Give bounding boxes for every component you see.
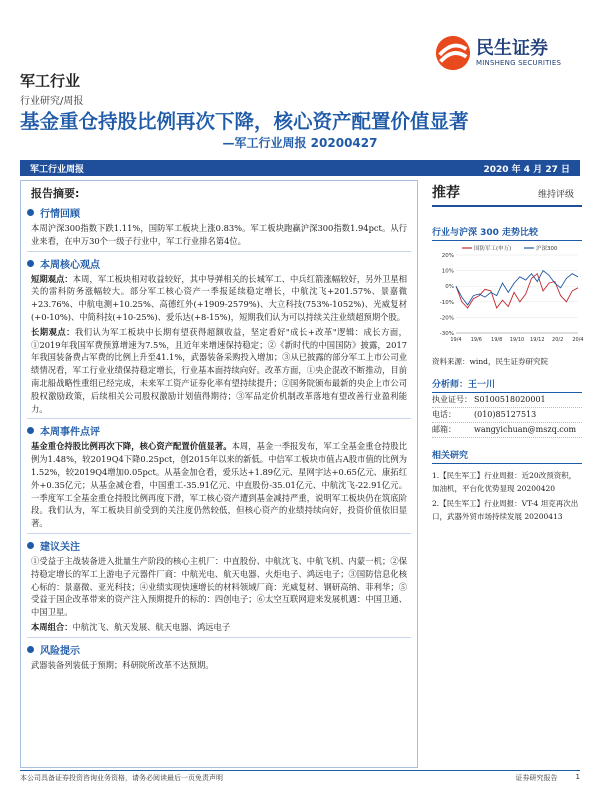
section-divider: [27, 251, 411, 252]
page-footer: [20, 770, 580, 783]
section-paragraph: [31, 555, 407, 619]
section-heading: [27, 423, 411, 438]
paragraph-text: 我们认为军工板块中长期有望获得超额收益，坚定看好"成长+改革"逻辑：成长方面，①2019年我国军费预算增速为7.5%，且近年来增速保持稳定；②《新时代的中国国防》披露，2017年我国装备费占军费的比例上升至41.1%，武器装备采购投入增加；③从已披露的部分军工上市公司业绩情况看，军工行业业绩保持稳定增长，行业基本面持续向好。改革方面，①央企混改不断推动，目前南北船战略性重组已经完成，未来军工资产证券化率有望持续提升；②国务院颁布最新的央企上市公司股权激励政策，后续相关公司股权激励计划值得期待；③军品定价机制改革落地有望改善行业盈利能力。: [31, 326, 407, 414]
report-type: 行业研究/周报: [20, 96, 84, 107]
chart-heading: 行业与沪深 300 走势比较: [432, 207, 582, 241]
legend-label: 沪深300: [536, 246, 558, 252]
paragraph-lead: 基金重仓持股比例再次下降，核心资产配置价值显著。: [31, 441, 232, 452]
paragraph-lead: 短期观点：: [31, 273, 73, 284]
related-research-item[interactable]: 2.【民生军工】行业周报：VT-4 坦克再次出口，武器外贸市场持续发展 20200413: [432, 499, 579, 521]
industry-label: 军工行业: [20, 72, 81, 90]
analyst-row-label: 执业证号：: [432, 395, 472, 404]
x-tick-label: 19/4: [450, 337, 462, 343]
report-banner: [20, 160, 580, 176]
paragraph-lead: 本周组合：: [31, 621, 73, 632]
analyst-info: [432, 393, 582, 438]
x-tick-label: 19/12: [530, 337, 545, 343]
banner-label: 军工行业周报: [30, 164, 85, 175]
related-research-list: [432, 470, 582, 523]
section-heading: [27, 205, 411, 220]
analyst-row-value: S0100518020001: [474, 395, 546, 404]
paragraph-text: 本周沪深300指数下跌1.11%，国防军工板块上涨0.83%。军工板块跑赢沪深300指数1.94pct。从行业来看，在申万30个一级子行业中，军工行业排名第4位。: [31, 223, 407, 246]
analyst-row: [432, 408, 582, 423]
section-heading-text: 本周核心观点: [40, 259, 100, 271]
section-divider: [27, 637, 411, 638]
y-tick-label: 20%: [441, 253, 454, 259]
abstract-sections: [27, 205, 411, 672]
bullet-icon: [27, 260, 34, 267]
company-logo: [434, 34, 561, 72]
section-heading: [27, 642, 411, 657]
series-line: [456, 274, 578, 308]
abstract-title: 报告摘要:: [31, 187, 80, 200]
y-tick-label: 0%: [445, 284, 454, 291]
y-tick-label: -30%: [439, 331, 454, 337]
paragraph-text: ①受益于主战装备进入批量生产阶段的核心主机厂：中直股份、中航沈飞、中航飞机、内蒙一机；②保持稳定增长的军工上游电子元器件厂商：中航光电、航天电器、火炬电子、鸿远电子；③国防信息化核心标的：景嘉微、亚光科技；④业绩实现快速增长的材料领域厂商：光威复材、钢研高纳、菲利华；⑤受益于国企改革带来的资产注入预期提升的标的：四创电子；⑥太空互联网迎来发展机遇：中国卫通、中国卫星。: [31, 555, 407, 618]
section-paragraph: [31, 222, 407, 248]
analyst-row: [432, 423, 582, 438]
series-line: [456, 271, 578, 305]
y-tick-label: 10%: [441, 268, 454, 275]
x-tick-label: 19/6: [470, 337, 482, 343]
bullet-icon: [27, 209, 34, 216]
report-date: 2020 年 4 月 27 日: [483, 164, 570, 175]
legend-label: 国防军工(申万): [474, 246, 512, 252]
section-paragraph: [31, 440, 407, 530]
section-paragraph: [31, 273, 407, 324]
page-title: 基金重仓持股比例再次下降，核心资产配置价值显著: [20, 110, 469, 133]
analyst-row: [432, 393, 582, 408]
paragraph-lead: 长期观点：: [31, 326, 75, 337]
section-heading: [27, 256, 411, 271]
bullet-icon: [27, 542, 34, 549]
x-tick-label: 20/2: [552, 337, 564, 343]
section-divider: [27, 533, 411, 534]
recommendation: 推荐: [432, 185, 460, 201]
footer-disclaimer: 本公司具备证券投资咨询业务资格，请务必阅读最后一页免责声明: [20, 774, 223, 782]
minsheng-logo-icon: [434, 34, 472, 72]
x-tick-label: 20/4: [572, 337, 584, 343]
logo-name-en: MINSHENG SECURITIES: [476, 59, 562, 67]
section-paragraph: [31, 326, 407, 416]
analyst-row-value: (010)85127513: [474, 410, 537, 419]
analyst-heading: 分析师：王一川: [432, 367, 582, 393]
paragraph-text: 本周，基金一季报发布，军工全基金重仓持股比例为1.48%，较2019Q4下降0.25pct，创2015年以来的新低。中信军工板块市值占A股市值的比例为1.52%，较2019Q4增加0.05pct。从基金加仓看，爱乐达+1.89亿元、星网宇达+0.65亿元、康拓红外+0.35亿元；从基金减仓看，中国重工-35.91亿元、中直股份-35.01亿元、中航沈飞-22.91亿元。一季度军工全基金重仓持股比例再度下滑，军工核心资产遭到基金减持严重，说明军工板块仍在筑底阶段。我们认为，军工板块目前受到的关注度仍然较低，但核心资产的业绩持续向好，投资价值依旧显著。: [31, 441, 407, 529]
analyst-row-label: 电话：: [432, 410, 456, 419]
bullet-icon: [27, 427, 34, 434]
sidebar: [432, 182, 582, 526]
section-heading-text: 行情回顾: [40, 209, 80, 220]
paragraph-text: 武器装备列装低于预期；科研院所改革不达预期。: [31, 659, 214, 670]
section-heading-text: 风险提示: [40, 645, 80, 657]
section-heading-text: 建议关注: [40, 541, 80, 553]
footer-label: 证券研究报告: [515, 774, 558, 782]
page-number: 1: [575, 773, 580, 781]
paragraph-text: 中航沈飞、航天发展、航天电器、鸿远电子: [72, 621, 231, 632]
x-tick-label: 19/8: [491, 337, 503, 343]
rating-row: [432, 182, 582, 207]
related-heading: 相关研究: [432, 438, 582, 464]
section-paragraph: [31, 659, 407, 672]
section-heading-text: 本周事件点评: [40, 427, 100, 439]
x-tick-label: 19/10: [509, 337, 525, 343]
y-tick-label: -10%: [439, 299, 454, 306]
section-heading: [27, 538, 411, 553]
analyst-row-value[interactable]: wangyichuan@mszq.com: [474, 425, 577, 434]
chart-source: 资料来源：wind，民生证券研究院: [432, 357, 548, 366]
section-divider: [27, 418, 411, 419]
page-subtitle: —军工行业周报 20200427: [222, 136, 378, 150]
section-paragraph: [31, 621, 407, 634]
rating-status: 维持评级: [537, 190, 574, 200]
y-tick-label: -20%: [439, 315, 454, 322]
paragraph-text: 本周，军工板块相对收益较好，其中导弹相关的长城军工、中兵红箭涨幅较好，另外卫星相关的雷科防务涨幅较大。部分军工核心资产一季报延续稳定增长，中航沈飞+201.57%、景嘉微+23.76%、中航电测+10.25%、高德红外(+1909-2579%)、大立科技(753%-1052%)、光威复材(+0-10%)、中简科技(+10-25%)、爱乐达(+8-15%)，短期我们认为可以持续关注业绩超预期个股。: [31, 273, 407, 322]
logo-name-cn: 民生证券: [476, 38, 548, 59]
bullet-icon: [27, 646, 34, 653]
trend-chart: [432, 243, 582, 348]
related-research-item[interactable]: 1.【民生军工】行业周报：近20改预资积，加油机，平台化优势显现 20200420: [432, 471, 577, 493]
abstract-panel: [20, 180, 418, 768]
analyst-row-label: 邮箱：: [432, 425, 456, 434]
